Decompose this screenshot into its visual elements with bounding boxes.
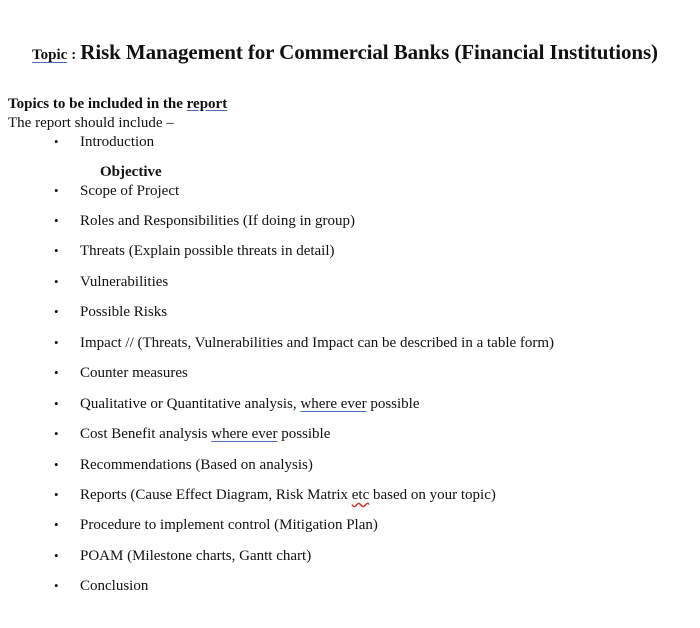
list-item-text-after: possible xyxy=(366,396,420,412)
spellcheck-marked-text: where ever xyxy=(300,396,367,412)
bullet-icon: • xyxy=(54,487,59,502)
list-item-text-before: Qualitative or Quantitative analysis, xyxy=(80,396,301,412)
bullet-icon: • xyxy=(54,243,59,258)
list-item-text: Recommendations (Based on analysis) xyxy=(80,457,313,473)
list-item xyxy=(54,426,330,443)
list-item xyxy=(54,243,335,260)
list-item-text: Possible Risks xyxy=(80,304,168,320)
spellcheck-marked-text: where ever xyxy=(211,426,278,442)
list-item xyxy=(54,183,179,200)
list-item-text: Threats (Explain possible threats in detail) xyxy=(80,243,335,259)
bullet-icon: • xyxy=(54,517,59,532)
list-item-text: Scope of Project xyxy=(80,183,180,199)
bullet-icon: • xyxy=(54,426,59,441)
list-item xyxy=(54,457,313,474)
list-item-text: POAM (Milestone charts, Gantt chart) xyxy=(80,548,312,564)
list-item-text: Vulnerabilities xyxy=(80,274,169,290)
intro-text: The report should include – xyxy=(8,115,174,131)
spellcheck-marked-text: etc xyxy=(351,487,370,503)
list-item xyxy=(54,213,355,230)
list-item-text: Counter measures xyxy=(80,365,188,381)
bullet-icon: • xyxy=(54,274,59,289)
list-item xyxy=(54,274,168,291)
heading-text: Topics to be included in the xyxy=(8,96,187,112)
list-item-text: Impact // (Threats, Vulnerabilities and Impact can be described in a table form) xyxy=(80,335,555,351)
list-item-text-before: Reports (Cause Effect Diagram, Risk Matrix xyxy=(80,487,352,503)
title-colon: : xyxy=(71,47,77,63)
list-item xyxy=(54,517,378,534)
list-item xyxy=(54,487,496,504)
bullet-icon: • xyxy=(54,548,59,563)
list-item-text xyxy=(80,396,420,413)
list-item xyxy=(54,578,148,595)
bullet-icon: • xyxy=(54,365,59,380)
list-item xyxy=(54,365,188,382)
document-title xyxy=(32,40,658,65)
list-item xyxy=(54,134,154,151)
list-item xyxy=(54,335,554,352)
list-item-text: Introduction xyxy=(80,134,155,150)
bullet-icon: • xyxy=(54,213,59,228)
heading-report-word: report xyxy=(186,96,228,112)
bullet-icon: • xyxy=(54,396,59,411)
list-item-text xyxy=(80,487,496,504)
list-item-text-before: Cost Benefit analysis xyxy=(80,426,212,442)
bullet-icon: • xyxy=(54,335,59,350)
list-item xyxy=(54,396,420,413)
bullet-icon: • xyxy=(54,183,59,198)
title-prefix: Topic xyxy=(32,47,68,63)
list-item-text-after: based on your topic) xyxy=(369,487,496,503)
list-item-text xyxy=(80,426,330,443)
list-item-text: Roles and Responsibilities (If doing in group) xyxy=(80,213,355,229)
list-item-text-after: possible xyxy=(277,426,331,442)
list-item-text: Conclusion xyxy=(80,578,149,594)
objective-label: Objective xyxy=(100,164,162,180)
list-item xyxy=(54,548,311,565)
bullet-icon: • xyxy=(54,578,59,593)
section-heading xyxy=(8,96,227,113)
bullet-icon: • xyxy=(54,134,59,149)
title-main: Risk Management for Commercial Banks (Financial Institutions) xyxy=(80,40,658,64)
bullet-icon: • xyxy=(54,457,59,472)
list-item xyxy=(54,304,167,321)
list-item-text: Procedure to implement control (Mitigation Plan) xyxy=(80,517,378,533)
bullet-icon: • xyxy=(54,304,59,319)
